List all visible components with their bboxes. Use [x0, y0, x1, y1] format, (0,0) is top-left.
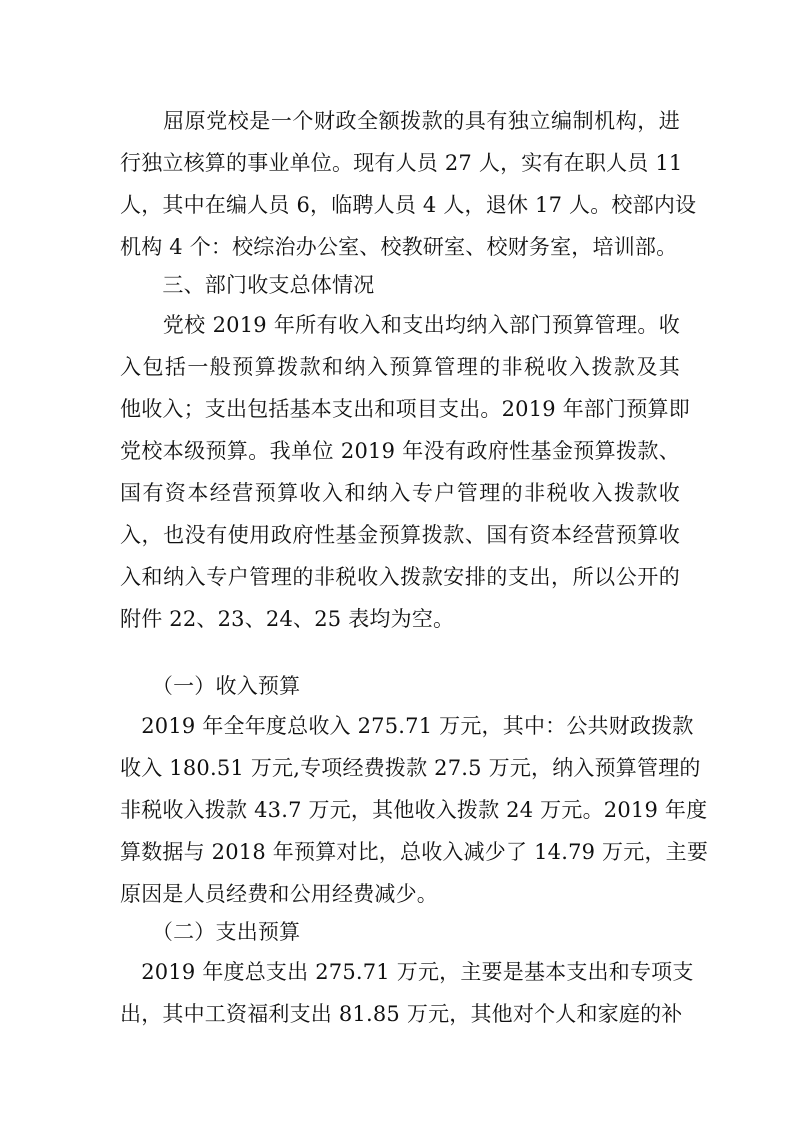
- income-line-1: 2019 年全年度总收入 275.71 万元，其中：公共财政拨款: [120, 714, 694, 738]
- income-line-2: 收入 180.51 万元,专项经费拨款 27.5 万元，纳入预算管理的: [120, 756, 701, 780]
- section-three-line-1: 党校 2019 年所有收入和支出均纳入部门预算管理。收: [120, 313, 680, 337]
- intro-line-4: 机构 4 个：校综治办公室、校教研室、校财务室，培训部。: [120, 235, 678, 259]
- intro-line-3: 人，其中在编人员 6，临聘人员 4 人，退休 17 人。校部内设: [120, 193, 697, 217]
- section-three-line-6: 入，也没有使用政府性基金预算拨款、国有资本经营预算收: [120, 523, 680, 547]
- section-three-line-5: 国有资本经营预算收入和纳入专户管理的非税收入拨款收: [120, 481, 680, 505]
- intro-line-1: 屈原党校是一个财政全额拨款的具有独立编制机构，进: [120, 109, 680, 133]
- income-line-5: 原因是人员经费和公用经费减少。: [120, 882, 438, 906]
- income-budget-heading: （一）收入预算: [120, 674, 301, 698]
- section-three-heading: 三、部门收支总体情况: [120, 273, 375, 297]
- expense-budget-heading: （二）支出预算: [120, 920, 301, 944]
- section-three-line-4: 党校本级预算。我单位 2019 年没有政府性基金预算拨款、: [120, 439, 680, 463]
- section-three-line-2: 入包括一般预算拨款和纳入预算管理的非税收入拨款及其: [120, 355, 680, 379]
- section-three-line-3: 他收入；支出包括基本支出和项目支出。2019 年部门预算即: [120, 397, 690, 421]
- intro-line-2: 行独立核算的事业单位。现有人员 27 人，实有在职人员 11: [120, 151, 683, 175]
- section-three-line-7: 入和纳入专户管理的非税收入拨款安排的支出，所以公开的: [120, 565, 680, 589]
- income-line-3: 非税收入拨款 43.7 万元，其他收入拨款 24 万元。2019 年度: [120, 798, 708, 822]
- section-three-line-8: 附件 22、23、24、25 表均为空。: [120, 607, 455, 631]
- expense-line-1: 2019 年度总支出 275.71 万元，主要是基本支出和专项支: [120, 960, 694, 984]
- expense-line-2: 出，其中工资福利支出 81.85 万元，其他对个人和家庭的补: [120, 1002, 683, 1026]
- income-line-4: 算数据与 2018 年预算对比，总收入减少了 14.79 万元，主要: [120, 840, 709, 864]
